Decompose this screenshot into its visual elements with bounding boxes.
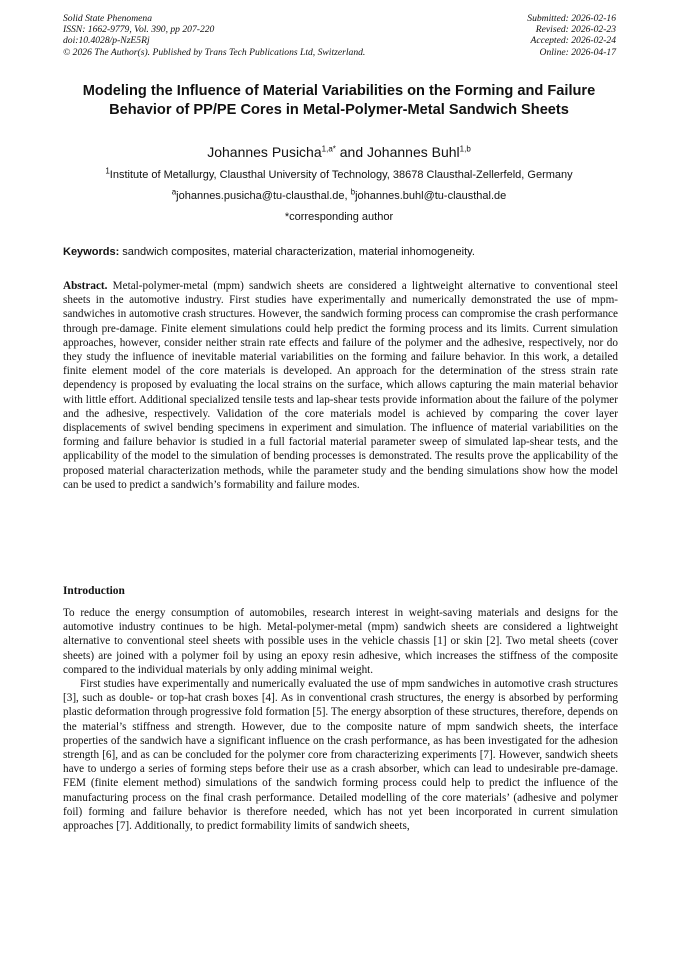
email-link[interactable]: johannes.buhl@tu-clausthal.de (355, 190, 507, 202)
author-separator: and (335, 144, 368, 160)
keywords-label: Keywords: (63, 246, 120, 258)
section-heading-introduction: Introduction (63, 585, 125, 597)
author-name: Johannes Buhl (367, 144, 460, 160)
issn-line: ISSN: 1662-9779, Vol. 390, pp 207-220 (63, 24, 215, 36)
affiliation-mark: 1 (105, 166, 110, 176)
author-list (60, 144, 618, 160)
keywords (63, 246, 618, 258)
email-mark: a (171, 187, 177, 197)
paper-title: Modeling the Influence of Material Variabilities on the Forming and Failure Behavior of PP/PE Cores in Metal-Polymer-Metal Sandwich Sheets (82, 83, 596, 118)
revised-date: Revised: 2026-02-23 (535, 24, 616, 36)
journal-name: Solid State Phenomena (63, 13, 152, 24)
affiliation (40, 166, 638, 181)
email-link[interactable]: johannes.pusicha@tu-clausthal.de, (176, 190, 351, 202)
author-affiliation-mark: 1,b (459, 144, 471, 154)
doi-line: doi:10.4028/p-NzE5Rj (63, 35, 150, 47)
email-mark: b (350, 187, 356, 197)
abstract (63, 279, 618, 492)
copyright-line: © 2026 The Author(s). Published by Trans Tech Publications Ltd, Switzerland. (63, 46, 366, 58)
publication-dates (376, 13, 616, 58)
author-affiliation-mark: 1,a* (321, 144, 336, 154)
affiliation-text: Institute of Metallurgy, Clausthal University of Technology, 38678 Clausthal-Zellerfeld, Germany (109, 169, 573, 181)
abstract-text: Metal-polymer-metal (mpm) sandwich sheets are considered a lightweight alternative to conventional steel sheets in the automotive industry. First studies have experimentally and numerically demonstrated the use of mpm-sandwiches in automotive crash structures. However, the sandwich forming process can compromise the crash performance through pre-damage. Finite element simulations could help predict the forming process and its limits. Current simulation approaches, however, consider neither strain rate effects and failure of the polymer and the adhesive, respectively, nor do they study the influence of inevitable material variabilities on the forming and failure behavior. In this work, a detailed finite element model of the core materials is developed. An approach for the determination of the stress strain rate dependency is proposed by evaluating the local strains on the surface, which allows capturing the main material behavior with little effort. Additional specialized tensile tests and lap-shear tests provide information about the failure of the polymer and the adhesive, respectively. Validation of the core materials model is achieved by comparing the cover layer displacements of swivel bending specimens in experiment and simulation. The influence of material variabilities on the forming and failure behavior is studied in a full factorial material parameter sweep of simulated lap-shear tests, and the applicability of the model to the simulation of bending processes is demonstrated. The results prove the applicability of the proposed material characterization methods, while the parameter study and the bending simulations show how the model can be used to predict a sandwich’s formability and failure modes. (63, 280, 618, 491)
corresponding-author-note: *corresponding author (284, 211, 394, 223)
accepted-date: Accepted: 2026-02-24 (530, 35, 616, 47)
keywords-text: sandwich composites, material characterization, material inhomogeneity. (119, 246, 475, 258)
introduction-body (63, 606, 618, 833)
submitted-date: Submitted: 2026-02-16 (527, 13, 616, 24)
abstract-label: Abstract. (63, 280, 108, 292)
paragraph: First studies have experimentally and numerically evaluated the use of mpm sandwiches in automotive crash structures [3], such as double- or top-hat crash boxes [4]. As in conventional crash structures, the energy is absorbed by performing plastic deformation through progressive fold formation [5]. The energy absorption of these structures, therefore, depends on the material’s stiffness and strength. However, due to the composite nature of mpm sandwich sheets, the interface properties of the sandwich have a significant influence on the crash performance, as has been investigated for the adhesion strength [6], and as can be concluded for the polymer core from characterizing experiments [7]. However, sandwich sheets have to undergo a series of forming steps before their use as a crash absorber, which can lead to undesirable pre-damage. FEM (finite element method) simulations of the sandwich forming process could help to predict the influence of the manufacturing process on the final crash performance. Detailed modelling of the core materials’ (adhesive and polymer foil) forming and failure behavior is therefore needed, which has not yet been incorporated in current simulation approaches [7]. Additionally, to predict formability limits of sandwich sheets, (63, 678, 618, 833)
author-emails (40, 187, 638, 202)
paragraph: To reduce the energy consumption of automobiles, research interest in weight-saving materials and designs for the automotive industry continues to be high. Metal-polymer-metal (mpm) sandwich sheets are considered a lightweight alternative to conventional steel sheets with possible uses in the vehicle chassis [1] or skin [2]. Two metal sheets (cover sheets) are joined with a polymer foil by using an epoxy resin adhesive, which increases the stiffness of the composite compared to the individual materials by only adding minimal weight. (63, 607, 618, 676)
author-name: Johannes Pusicha (207, 144, 322, 160)
online-date: Online: 2026-04-17 (539, 46, 616, 58)
